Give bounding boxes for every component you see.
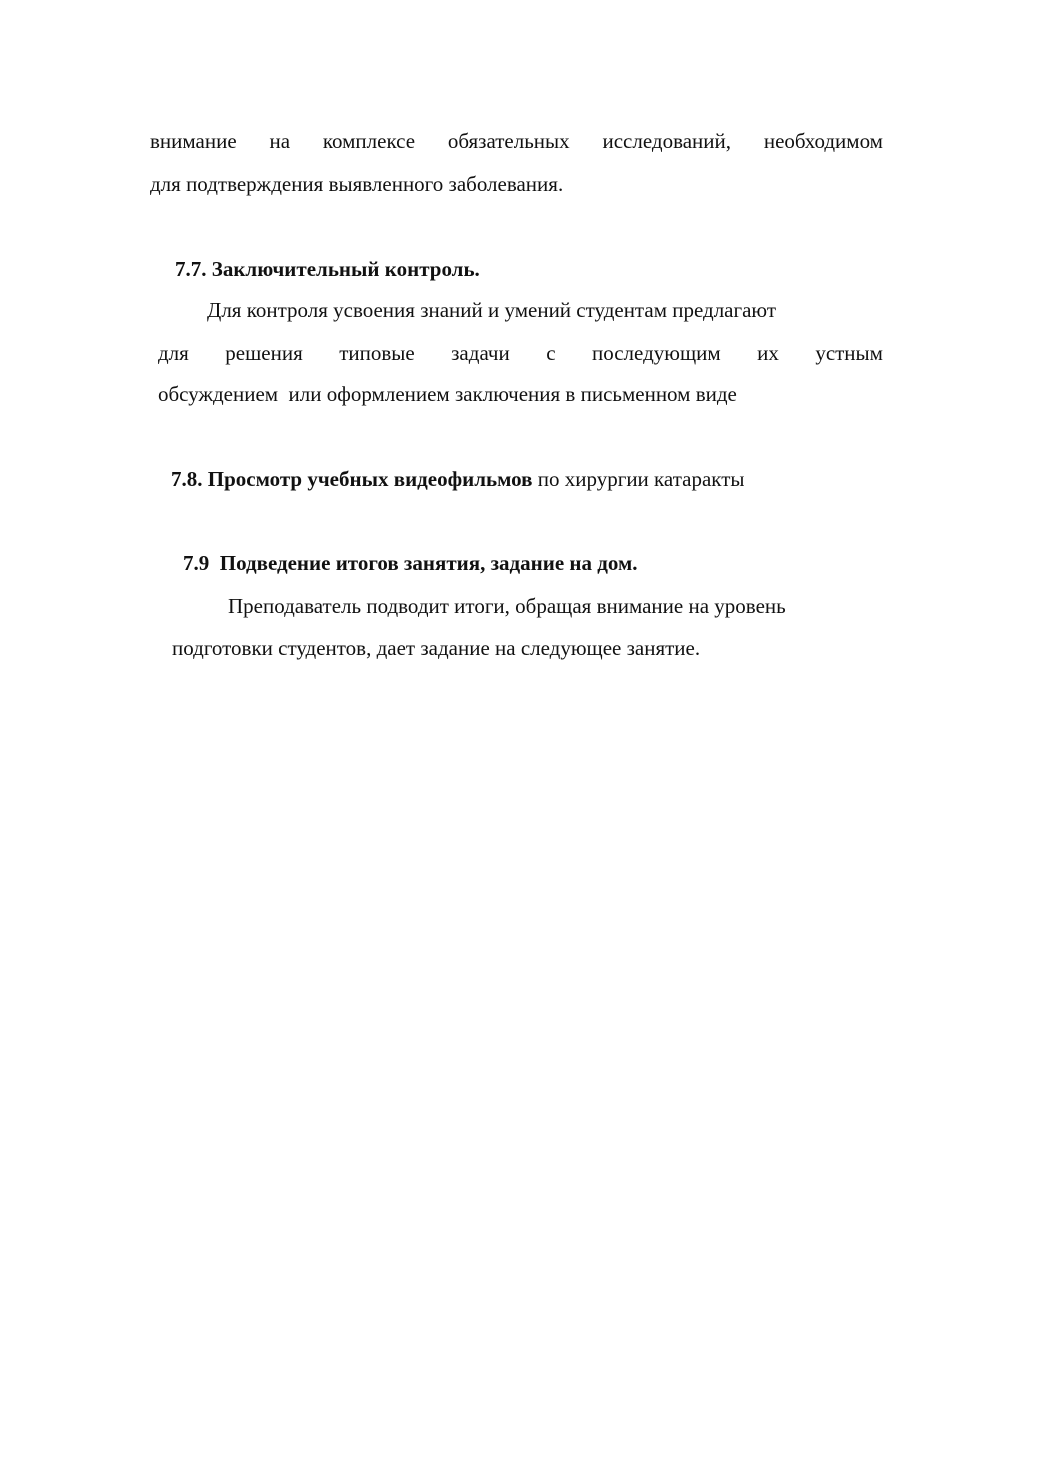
- word: типовые: [339, 341, 415, 365]
- continuation-line-2: для подтверждения выявленного заболевания.: [150, 172, 564, 196]
- word: с: [546, 341, 556, 365]
- word: комплексе: [322, 129, 416, 153]
- section-7-7-line-1: Для контроля усвоения знаний и умений студентам предлагают: [207, 298, 777, 322]
- word: их: [757, 341, 779, 365]
- word: на: [269, 129, 291, 153]
- word: для: [158, 341, 189, 365]
- section-7-7-heading: 7.7. Заключительный контроль.: [175, 257, 480, 281]
- word: необходимом: [763, 129, 883, 153]
- word: последующим: [591, 341, 721, 365]
- word: исследований,: [602, 129, 731, 153]
- word: решения: [225, 341, 303, 365]
- continuation-line-1: [150, 128, 883, 154]
- section-7-7-line-3: обсуждением или оформлением заключения в письменном виде: [158, 382, 737, 406]
- section-7-7-line-2: [158, 340, 883, 366]
- section-7-9-heading: 7.9 Подведение итогов занятия, задание на дом.: [183, 551, 638, 575]
- section-7-8-heading-rest: по хирургии катаракты: [532, 467, 745, 491]
- section-7-9-line-2: подготовки студентов, дает задание на следующее занятие.: [172, 636, 701, 660]
- word: задачи: [451, 341, 510, 365]
- word: устным: [815, 341, 883, 365]
- word: обязательных: [447, 129, 570, 153]
- section-7-8-heading: [171, 466, 745, 492]
- section-7-9-line-1: Преподаватель подводит итоги, обращая внимание на уровень: [228, 594, 786, 618]
- word: внимание: [150, 129, 237, 153]
- section-7-8-heading-bold: 7.8. Просмотр учебных видеофильмов: [171, 467, 533, 491]
